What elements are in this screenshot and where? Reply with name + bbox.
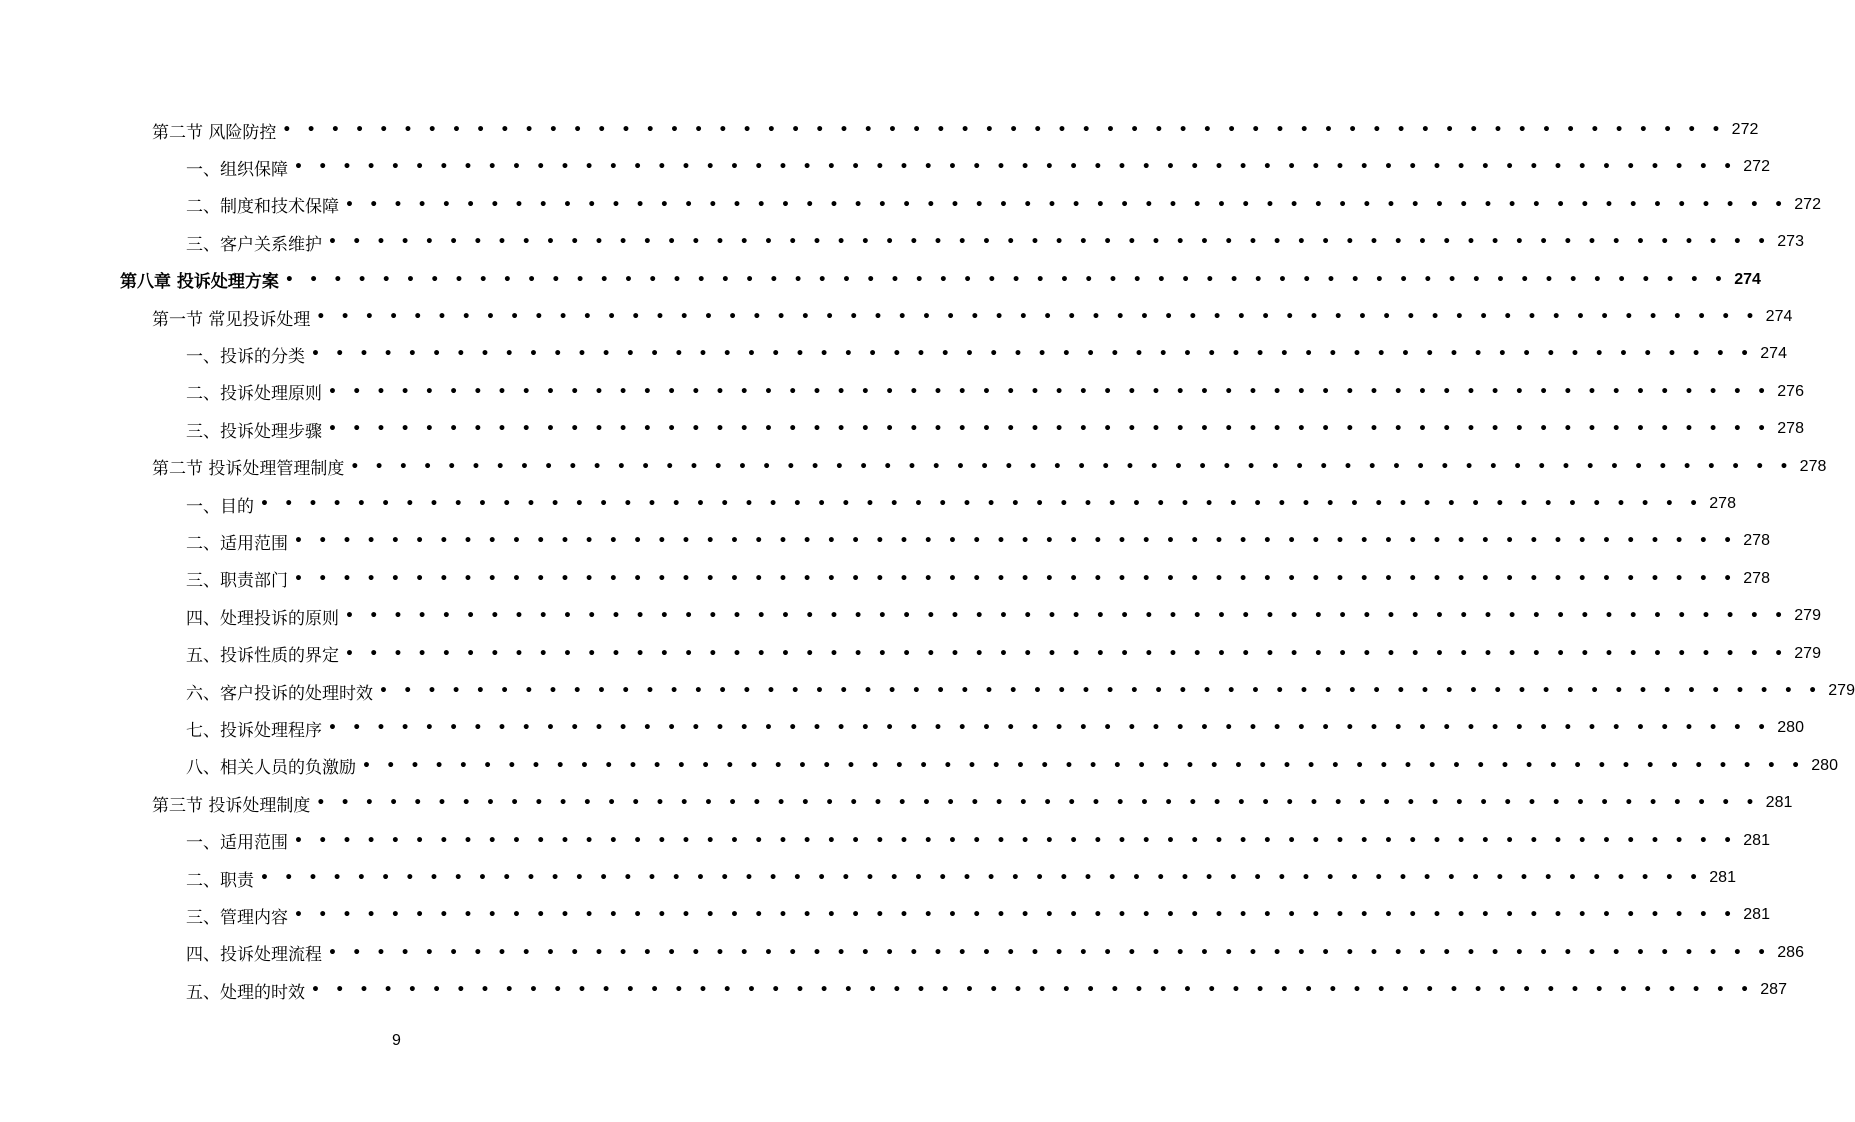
page-number: 9 bbox=[392, 1032, 401, 1049]
toc-dot-leader: • • • • • • • • • • • • • • • • • • • • • • • • • • • • • • • • • • • • • • • • • • • • • • • • • • • • • • • • • • • • bbox=[294, 159, 1738, 176]
toc-entry-title: 五、投诉性质的界定 bbox=[186, 646, 339, 667]
toc-entry-title: 七、投诉处理程序 bbox=[186, 720, 322, 741]
toc-entry[interactable] bbox=[186, 677, 1855, 705]
toc-entry-page: 273 bbox=[1777, 233, 1804, 251]
toc-entry-page: 276 bbox=[1777, 382, 1804, 400]
toc-dot-leader: • • • • • • • • • • • • • • • • • • • • • • • • • • • • • • • • • • • • • • • • • • • • • • • • • • • • • • • • • • • • bbox=[284, 271, 1729, 288]
toc-entry-title: 三、客户关系维护 bbox=[186, 234, 322, 255]
toc-entry[interactable] bbox=[186, 527, 1770, 555]
toc-entry[interactable] bbox=[186, 191, 1821, 219]
toc-dot-leader: • • • • • • • • • • • • • • • • • • • • • • • • • • • • • • • • • • • • • • • • • • • • • • • • • • • • • • • • • • • • bbox=[311, 346, 1755, 363]
toc-entry[interactable] bbox=[186, 490, 1736, 518]
toc-entry-title: 第三节 投诉处理制度 bbox=[152, 795, 311, 816]
toc-dot-leader: • • • • • • • • • • • • • • • • • • • • • • • • • • • • • • • • • • • • • • • • • • • • • • • • • • • • • • • • • • • • bbox=[328, 383, 1772, 400]
toc-entry-title: 第八章 投诉处理方案 bbox=[120, 272, 279, 293]
toc-entry[interactable] bbox=[152, 303, 1793, 331]
toc-entry-page: 281 bbox=[1743, 906, 1770, 924]
toc-dot-leader: • • • • • • • • • • • • • • • • • • • • • • • • • • • • • • • • • • • • • • • • • • • • • • • • • • • • • • • • • • • • bbox=[328, 234, 1772, 251]
toc-dot-leader: • • • • • • • • • • • • • • • • • • • • • • • • • • • • • • • • • • • • • • • • • • • • • • • • • • • • • • • • • • • • bbox=[345, 196, 1789, 213]
toc-entry-title: 四、处理投诉的原则 bbox=[186, 608, 339, 629]
toc-entry-title: 第二节 投诉处理管理制度 bbox=[152, 459, 345, 480]
toc-entry-page: 287 bbox=[1760, 981, 1787, 999]
toc-entry[interactable] bbox=[186, 864, 1736, 892]
toc-entry-page: 279 bbox=[1828, 682, 1855, 699]
toc-entry-page: 281 bbox=[1765, 794, 1793, 812]
toc-entry[interactable] bbox=[186, 340, 1787, 368]
toc-entry-page: 272 bbox=[1794, 195, 1821, 213]
toc-entry-page: 286 bbox=[1777, 943, 1804, 961]
toc-dot-leader: • • • • • • • • • • • • • • • • • • • • • • • • • • • • • • • • • • • • • • • • • • • • • • • • • • • • • • • • • • • • bbox=[294, 907, 1738, 924]
toc-entry-page: 280 bbox=[1777, 719, 1804, 737]
toc-entry-title: 一、适用范围 bbox=[186, 833, 288, 854]
toc-entry[interactable] bbox=[186, 153, 1770, 181]
toc-entry[interactable] bbox=[186, 901, 1770, 929]
toc-entry-page: 278 bbox=[1777, 420, 1804, 438]
toc-entry-title: 二、职责 bbox=[186, 870, 254, 891]
toc-entry-page: 281 bbox=[1743, 831, 1770, 849]
toc-entry[interactable] bbox=[186, 640, 1821, 668]
toc-entry-page: 272 bbox=[1731, 121, 1759, 138]
toc-entry-title: 二、适用范围 bbox=[186, 533, 288, 554]
toc-entry-page: 279 bbox=[1794, 607, 1821, 625]
toc-entry-page: 278 bbox=[1743, 532, 1770, 550]
toc-entry-page: 274 bbox=[1765, 308, 1793, 325]
toc-entry[interactable] bbox=[186, 939, 1804, 967]
toc-dot-leader: • • • • • • • • • • • • • • • • • • • • • • • • • • • • • • • • • • • • • • • • • • • • • • • • • • • • • • • • • • • • bbox=[294, 832, 1738, 849]
toc-dot-leader: • • • • • • • • • • • • • • • • • • • • • • • • • • • • • • • • • • • • • • • • • • • • • • • • • • • • • • • • • • • • bbox=[345, 645, 1789, 662]
toc-dot-leader: • • • • • • • • • • • • • • • • • • • • • • • • • • • • • • • • • • • • • • • • • • • • • • • • • • • • • • • • • • • • bbox=[294, 570, 1738, 587]
toc-entry[interactable] bbox=[186, 752, 1838, 780]
toc-entry-title: 六、客户投诉的处理时效 bbox=[186, 683, 373, 704]
toc-entry-page: 281 bbox=[1709, 869, 1736, 886]
toc-entry[interactable] bbox=[186, 565, 1770, 593]
toc-entry[interactable] bbox=[120, 266, 1761, 294]
toc-entry[interactable] bbox=[186, 976, 1787, 1004]
toc-entry-title: 一、组织保障 bbox=[186, 159, 288, 180]
toc-entry-title: 五、处理的时效 bbox=[186, 982, 305, 1003]
toc-dot-leader: • • • • • • • • • • • • • • • • • • • • • • • • • • • • • • • • • • • • • • • • • • • • • • • • • • • • • • • • • • • • bbox=[379, 683, 1823, 699]
toc-entry-title: 三、管理内容 bbox=[186, 907, 288, 928]
toc-dot-leader: • • • • • • • • • • • • • • • • • • • • • • • • • • • • • • • • • • • • • • • • • • • • • • • • • • • • • • • • • • • • bbox=[282, 122, 1726, 138]
toc-dot-leader: • • • • • • • • • • • • • • • • • • • • • • • • • • • • • • • • • • • • • • • • • • • • • • • • • • • • • • • • • • • • bbox=[350, 458, 1794, 475]
toc-entry-title: 三、职责部门 bbox=[186, 571, 288, 592]
toc-entry-title: 三、投诉处理步骤 bbox=[186, 421, 322, 442]
toc-entry[interactable] bbox=[152, 453, 1827, 481]
toc-dot-leader: • • • • • • • • • • • • • • • • • • • • • • • • • • • • • • • • • • • • • • • • • • • • • • • • • • • • • • • • • • • • bbox=[311, 982, 1755, 999]
toc-entry[interactable] bbox=[186, 714, 1804, 742]
toc-entry[interactable] bbox=[186, 602, 1821, 630]
toc-entry-page: 278 bbox=[1709, 495, 1736, 512]
toc-dot-leader: • • • • • • • • • • • • • • • • • • • • • • • • • • • • • • • • • • • • • • • • • • • • • • • • • • • • • • • • • • • • bbox=[328, 720, 1772, 737]
toc-entry-page: 278 bbox=[1743, 569, 1770, 587]
toc-dot-leader: • • • • • • • • • • • • • • • • • • • • • • • • • • • • • • • • • • • • • • • • • • • • • • • • • • • • • • • • • • • • bbox=[316, 795, 1760, 812]
toc-dot-leader: • • • • • • • • • • • • • • • • • • • • • • • • • • • • • • • • • • • • • • • • • • • • • • • • • • • • • • • • • • • • bbox=[328, 421, 1772, 438]
toc-entry-page: 279 bbox=[1794, 644, 1821, 662]
toc-entry-title: 二、投诉处理原则 bbox=[186, 384, 322, 405]
toc-entry-title: 八、相关人员的负激励 bbox=[186, 758, 356, 779]
toc-entry-title: 一、投诉的分类 bbox=[186, 346, 305, 367]
toc-entry-page: 278 bbox=[1799, 457, 1827, 475]
toc-dot-leader: • • • • • • • • • • • • • • • • • • • • • • • • • • • • • • • • • • • • • • • • • • • • • • • • • • • • • • • • • • • • bbox=[294, 533, 1738, 550]
toc-entry-title: 第一节 常见投诉处理 bbox=[152, 309, 311, 330]
toc-entry-title: 第二节 风险防控 bbox=[152, 122, 277, 143]
toc-entry[interactable] bbox=[186, 378, 1804, 406]
toc-entry[interactable] bbox=[152, 789, 1793, 817]
toc-dot-leader: • • • • • • • • • • • • • • • • • • • • • • • • • • • • • • • • • • • • • • • • • • • • • • • • • • • • • • • • • • • • bbox=[345, 608, 1789, 625]
toc-entry-page: 274 bbox=[1760, 345, 1787, 363]
toc-entry-page: 272 bbox=[1743, 158, 1770, 176]
toc-dot-leader: • • • • • • • • • • • • • • • • • • • • • • • • • • • • • • • • • • • • • • • • • • • • • • • • • • • • • • • • • • • • bbox=[260, 870, 1704, 886]
toc-dot-leader: • • • • • • • • • • • • • • • • • • • • • • • • • • • • • • • • • • • • • • • • • • • • • • • • • • • • • • • • • • • • bbox=[328, 944, 1772, 961]
toc-entry-page: 274 bbox=[1734, 270, 1761, 288]
toc-entry-page: 280 bbox=[1811, 756, 1838, 774]
toc-dot-leader: • • • • • • • • • • • • • • • • • • • • • • • • • • • • • • • • • • • • • • • • • • • • • • • • • • • • • • • • • • • • bbox=[260, 496, 1704, 512]
toc-entry[interactable] bbox=[186, 415, 1804, 443]
toc-entry[interactable] bbox=[186, 827, 1770, 855]
toc-entry[interactable] bbox=[152, 116, 1759, 144]
toc-entry-title: 二、制度和技术保障 bbox=[186, 197, 339, 218]
toc-entry[interactable] bbox=[186, 228, 1804, 256]
toc-entry-title: 一、目的 bbox=[186, 496, 254, 517]
toc-dot-leader: • • • • • • • • • • • • • • • • • • • • • • • • • • • • • • • • • • • • • • • • • • • • • • • • • • • • • • • • • • • • bbox=[362, 757, 1806, 774]
toc-dot-leader: • • • • • • • • • • • • • • • • • • • • • • • • • • • • • • • • • • • • • • • • • • • • • • • • • • • • • • • • • • • • bbox=[316, 309, 1760, 325]
toc-entry-title: 四、投诉处理流程 bbox=[186, 945, 322, 966]
